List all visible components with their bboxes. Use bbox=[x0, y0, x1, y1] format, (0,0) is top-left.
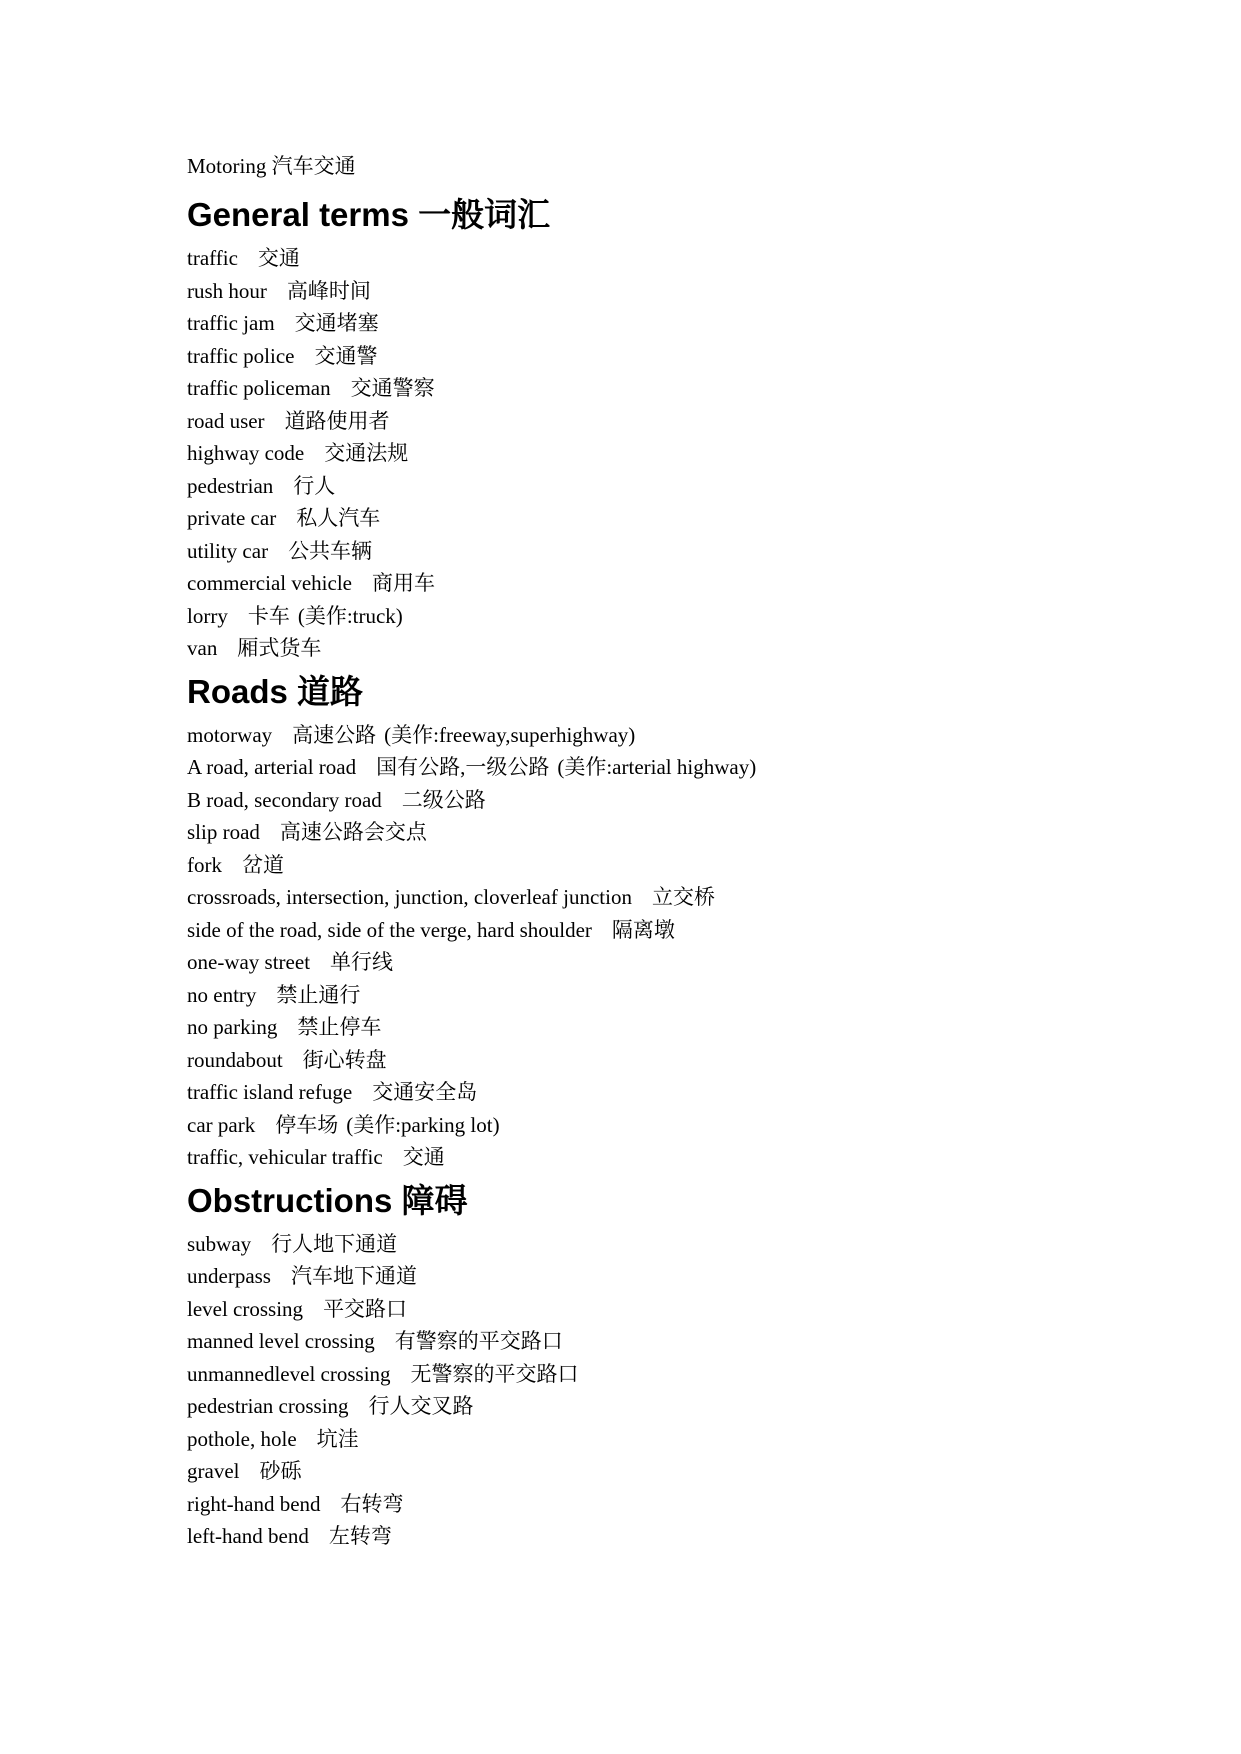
term-chinese: 交通安全岛 bbox=[372, 1080, 478, 1104]
term-entry bbox=[187, 535, 1187, 568]
section-obstructions bbox=[187, 1180, 1187, 1553]
section-roads bbox=[187, 671, 1187, 1174]
term-english: road user bbox=[187, 408, 265, 433]
term-english: pothole, hole bbox=[187, 1426, 297, 1451]
term-entry bbox=[187, 849, 1187, 882]
term-english: car park bbox=[187, 1112, 256, 1137]
term-chinese: 禁止通行 bbox=[276, 982, 361, 1007]
term-chinese: 交通 bbox=[257, 246, 300, 270]
term-entry bbox=[187, 1358, 1187, 1391]
term-entry bbox=[187, 1228, 1187, 1261]
term-entry bbox=[187, 719, 1187, 752]
term-chinese: 岔道 bbox=[242, 852, 284, 877]
term-english: roundabout bbox=[187, 1047, 283, 1072]
term-english: lorry bbox=[187, 603, 228, 628]
term-chinese: 汽车地下通道 bbox=[290, 1264, 417, 1288]
term-entry bbox=[187, 632, 1187, 665]
term-english: right-hand bend bbox=[187, 1491, 321, 1516]
term-chinese: 交通警 bbox=[314, 343, 378, 368]
term-english: traffic bbox=[187, 246, 238, 270]
term-english: left-hand bend bbox=[187, 1524, 309, 1548]
term-entry bbox=[187, 1260, 1187, 1293]
term-entry bbox=[187, 1141, 1187, 1174]
term-chinese: 禁止停车 bbox=[297, 1015, 382, 1039]
term-chinese: 厢式货车 bbox=[237, 636, 322, 660]
term-entry bbox=[187, 340, 1187, 373]
term-english: subway bbox=[187, 1231, 252, 1256]
term-chinese: 立交桥 bbox=[651, 885, 715, 909]
term-english: no entry bbox=[187, 982, 257, 1007]
term-english: traffic policeman bbox=[187, 376, 331, 400]
term-chinese: 停车场 bbox=[275, 1112, 339, 1137]
term-chinese: 道路使用者 bbox=[284, 408, 390, 433]
term-english: highway code bbox=[187, 441, 305, 465]
term-english: private car bbox=[187, 506, 277, 530]
term-entry bbox=[187, 946, 1187, 979]
term-english: commercial vehicle bbox=[187, 571, 352, 595]
term-entry bbox=[187, 1488, 1187, 1521]
term-entry bbox=[187, 1011, 1187, 1044]
term-chinese: 单行线 bbox=[330, 950, 394, 974]
term-english: traffic police bbox=[187, 343, 295, 368]
term-english: crossroads, intersection, junction, cloverleaf junction bbox=[187, 885, 632, 909]
term-chinese: 有警察的平交路口 bbox=[394, 1329, 563, 1353]
term-english: traffic jam bbox=[187, 311, 275, 335]
term-entry bbox=[187, 1109, 1187, 1142]
term-english: gravel bbox=[187, 1459, 240, 1483]
term-entry bbox=[187, 914, 1187, 947]
term-chinese: 高峰时间 bbox=[286, 278, 371, 303]
term-note: (美作:freeway,superhighway) bbox=[384, 722, 636, 747]
term-chinese: 国有公路,一级公路 bbox=[376, 755, 550, 779]
term-entry bbox=[187, 1044, 1187, 1077]
section-heading: Obstructions 障碍 bbox=[187, 1181, 468, 1219]
term-english: fork bbox=[187, 852, 222, 877]
term-entry bbox=[187, 437, 1187, 470]
term-chinese: 无警察的平交路口 bbox=[410, 1361, 579, 1386]
term-english: utility car bbox=[187, 538, 269, 563]
term-chinese: 隔离墩 bbox=[611, 917, 675, 942]
term-english: no parking bbox=[187, 1015, 278, 1039]
term-entry bbox=[187, 275, 1187, 308]
term-chinese: 高速公路会交点 bbox=[279, 820, 427, 844]
term-entry bbox=[187, 567, 1187, 600]
term-entry bbox=[187, 1390, 1187, 1423]
term-note: (美作:parking lot) bbox=[346, 1112, 500, 1137]
term-chinese: 行人地下通道 bbox=[271, 1231, 398, 1256]
term-english: slip road bbox=[187, 820, 260, 844]
term-entry bbox=[187, 502, 1187, 535]
term-chinese: 卡车 bbox=[247, 603, 290, 628]
term-list bbox=[187, 1228, 1187, 1553]
term-chinese: 交通 bbox=[402, 1145, 445, 1169]
term-entry bbox=[187, 1455, 1187, 1488]
term-english: level crossing bbox=[187, 1296, 304, 1321]
term-chinese: 私人汽车 bbox=[296, 506, 381, 530]
term-entry bbox=[187, 242, 1187, 275]
term-entry bbox=[187, 816, 1187, 849]
term-chinese: 交通警察 bbox=[350, 376, 435, 400]
term-chinese: 坑洼 bbox=[316, 1426, 359, 1451]
term-entry bbox=[187, 881, 1187, 914]
term-chinese: 右转弯 bbox=[340, 1491, 404, 1516]
term-english: rush hour bbox=[187, 278, 267, 303]
term-english: pedestrian bbox=[187, 473, 274, 498]
term-chinese: 交通法规 bbox=[324, 441, 409, 465]
term-chinese: 高速公路 bbox=[292, 722, 377, 747]
term-chinese: 商用车 bbox=[372, 571, 435, 595]
term-list bbox=[187, 719, 1187, 1174]
term-chinese: 公共车辆 bbox=[288, 538, 373, 563]
term-entry bbox=[187, 1423, 1187, 1456]
term-entry bbox=[187, 1293, 1187, 1326]
term-english: traffic, vehicular traffic bbox=[187, 1145, 383, 1169]
term-english: underpass bbox=[187, 1264, 271, 1288]
term-chinese: 街心转盘 bbox=[302, 1047, 387, 1072]
term-english: motorway bbox=[187, 722, 273, 747]
term-entry bbox=[187, 372, 1187, 405]
term-english: van bbox=[187, 636, 218, 660]
term-note: (美作:truck) bbox=[297, 603, 403, 628]
term-entry bbox=[187, 600, 1187, 633]
term-entry bbox=[187, 1325, 1187, 1358]
term-english: traffic island refuge bbox=[187, 1080, 353, 1104]
document-title: Motoring 汽车交通 bbox=[187, 154, 356, 178]
term-chinese: 左转弯 bbox=[328, 1524, 392, 1548]
term-entry bbox=[187, 470, 1187, 503]
term-entry bbox=[187, 751, 1187, 784]
term-entry bbox=[187, 307, 1187, 340]
term-chinese: 行人 bbox=[293, 473, 336, 498]
term-chinese: 二级公路 bbox=[401, 787, 486, 812]
term-english: one-way street bbox=[187, 950, 311, 974]
term-entry bbox=[187, 979, 1187, 1012]
term-entry bbox=[187, 1076, 1187, 1109]
term-english: side of the road, side of the verge, hard shoulder bbox=[187, 917, 592, 942]
document-page bbox=[187, 150, 1187, 1559]
term-english: unmannedlevel crossing bbox=[187, 1361, 391, 1386]
term-chinese: 砂砾 bbox=[259, 1459, 302, 1483]
term-entry bbox=[187, 1520, 1187, 1553]
term-entry bbox=[187, 405, 1187, 438]
term-english: manned level crossing bbox=[187, 1329, 375, 1353]
term-english: pedestrian crossing bbox=[187, 1394, 349, 1418]
term-note: (美作:arterial highway) bbox=[557, 755, 757, 779]
term-english: B road, secondary road bbox=[187, 787, 382, 812]
section-heading: Roads 道路 bbox=[187, 672, 364, 710]
term-chinese: 行人交叉路 bbox=[368, 1394, 474, 1418]
term-english: A road, arterial road bbox=[187, 755, 357, 779]
term-list bbox=[187, 242, 1187, 665]
term-chinese: 平交路口 bbox=[323, 1296, 408, 1321]
term-entry bbox=[187, 784, 1187, 817]
section-general-terms bbox=[187, 194, 1187, 665]
section-heading: General terms 一般词汇 bbox=[187, 196, 551, 233]
term-chinese: 交通堵塞 bbox=[294, 311, 379, 335]
